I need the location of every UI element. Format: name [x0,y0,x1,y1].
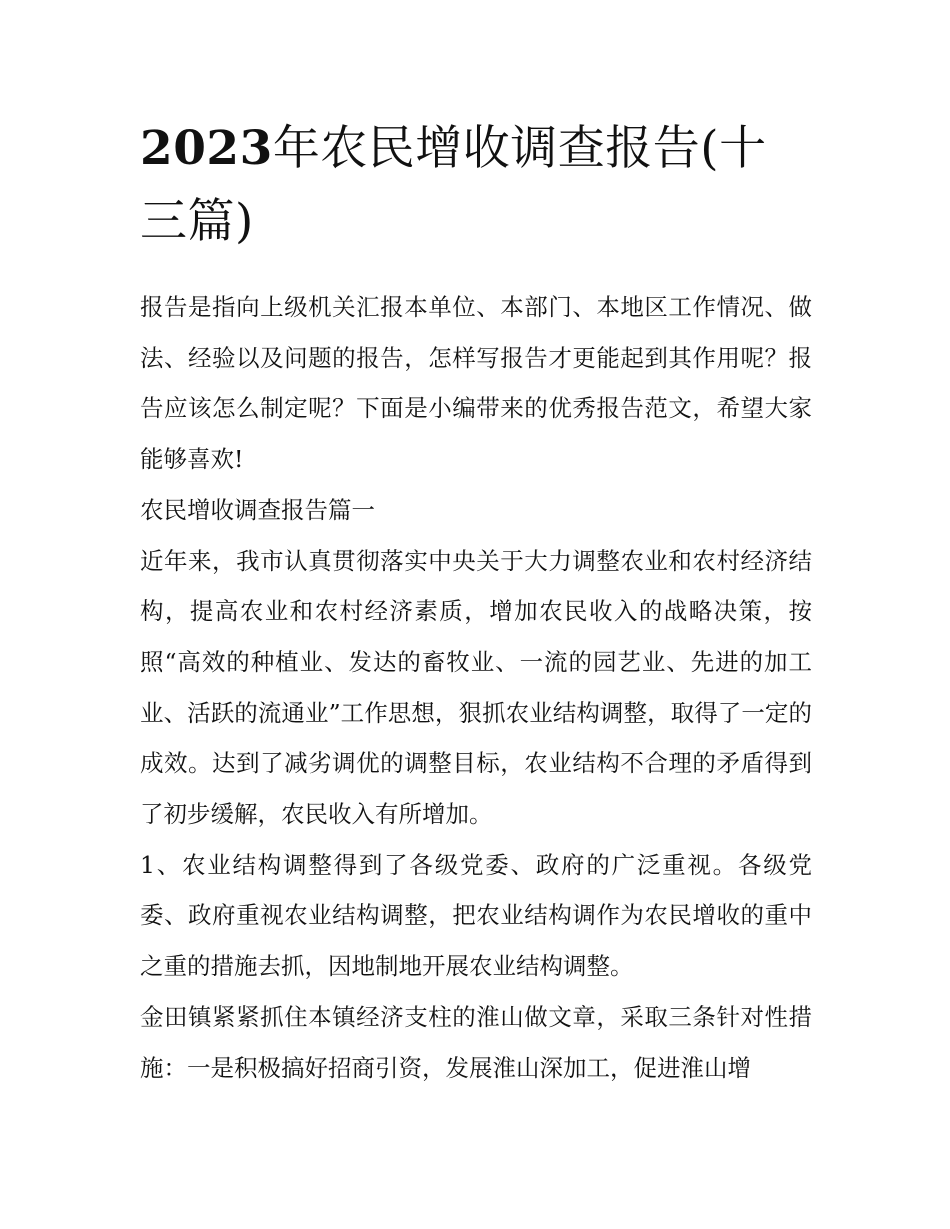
title-year: 2023 [140,121,273,176]
body-paragraph-point-1: 1、农业结构调整得到了各级党委、政府的广泛重视。各级党委、政府重视农业结构调整，把农业结构调作为农民增收的重中之重的措施去抓，因地制地开展农业结构调整。 [140,850,812,981]
page-title [140,112,812,258]
body-paragraph-overview: 近年来，我市认真贯彻落实中央关于大力调整农业和农村经济结构，提高农业和农村经济素质，增加农民收入的战略决策，按照“高效的种植业、发达的畜牧业、一流的园艺业、先进的加工业、活跃的流通业”工作思想，狠抓农业结构调整，取得了一定的成效。达到了减劣调优的调整目标，农业结构不合理的矛盾得到了初步缓解，农民收入有所增加。 [140,546,812,829]
document-body [140,112,812,1093]
body-paragraph-jintian: 金田镇紧紧抓住本镇经济支柱的淮山做文章，采取三条针对性措施：一是积极搞好招商引资，发展淮山深加工，促进淮山增 [140,1002,812,1082]
title-text: 年农民增收调查报告(十三篇) [140,121,767,249]
intro-paragraph: 报告是指向上级机关汇报本单位、本部门、本地区工作情况、做法、经验以及问题的报告，怎样写报告才更能起到其作用呢？报告应该怎么制定呢？下面是小编带来的优秀报告范文，希望大家能够喜欢! [140,293,812,474]
section-heading: 农民增收调查报告篇一 [140,495,375,524]
